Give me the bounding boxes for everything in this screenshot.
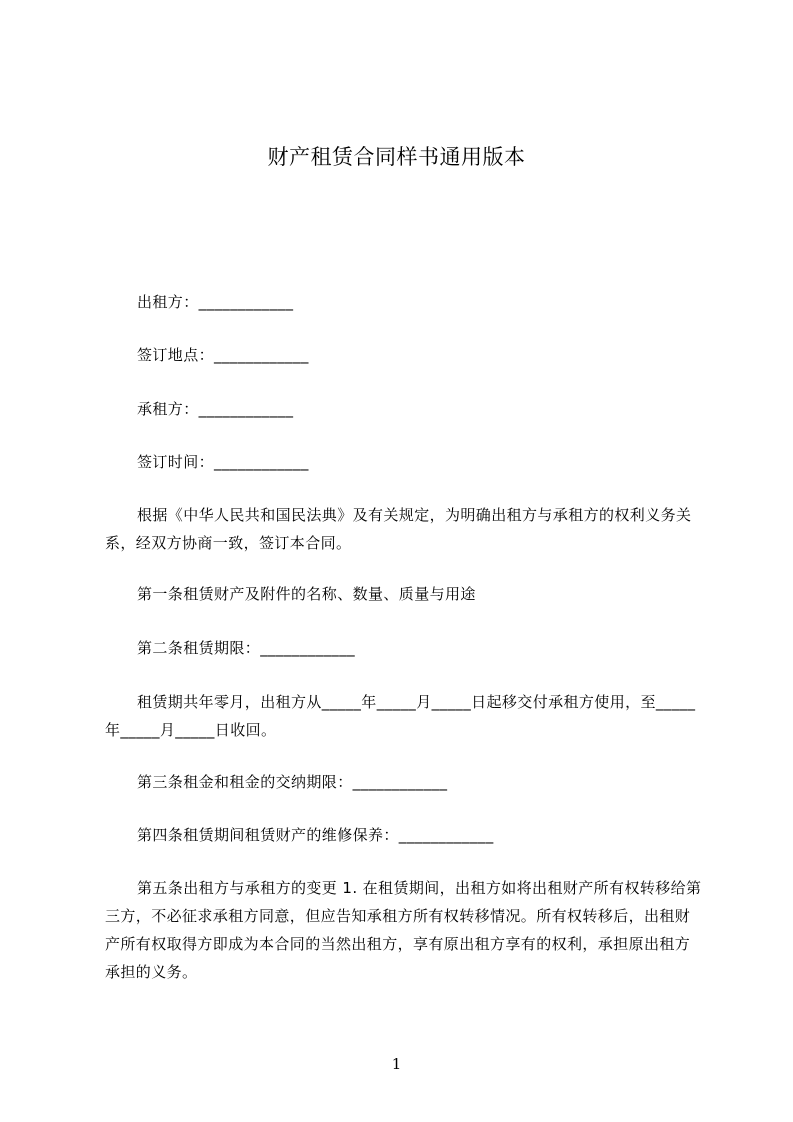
preamble-paragraph: 根据《中华人民共和国民法典》及有关规定，为明确出租方与承租方的权利义务关系，经双方协商一致，签订本合同。 <box>105 506 692 552</box>
signing-time-field: 签订时间：____________ <box>137 453 309 471</box>
article-5-paragraph: 第五条出租方与承租方的变更 1. 在租赁期间，出租方如将出租财产所有权转移给第三方，不必征求承租方同意，但应告知承租方所有权转移情况。所有权转移后，出租财产所有权取得方即成为本合同的当然出租方，享有原出租方享有的权利，承担原出租方承担的义务。 <box>105 879 702 981</box>
page-number: 1 <box>391 1055 402 1073</box>
lessor-field: 出租方：____________ <box>137 293 294 311</box>
lease-term-paragraph: 租赁期共年零月，出租方从_____年_____月_____日起移交付承租方使用，至_____年_____月_____日收回。 <box>105 693 696 739</box>
lessee-field: 承租方：____________ <box>137 400 294 418</box>
signing-place-field: 签订地点：____________ <box>137 346 309 364</box>
article-2-heading: 第二条租赁期限：____________ <box>137 639 356 657</box>
article-1-heading: 第一条租赁财产及附件的名称、数量、质量与用途 <box>137 585 476 603</box>
document-title: 财产租赁合同样书通用版本 <box>267 145 526 169</box>
article-3-heading: 第三条租金和租金的交纳期限：____________ <box>137 773 448 791</box>
article-4-heading: 第四条租赁期间租赁财产的维修保养：____________ <box>137 826 494 844</box>
